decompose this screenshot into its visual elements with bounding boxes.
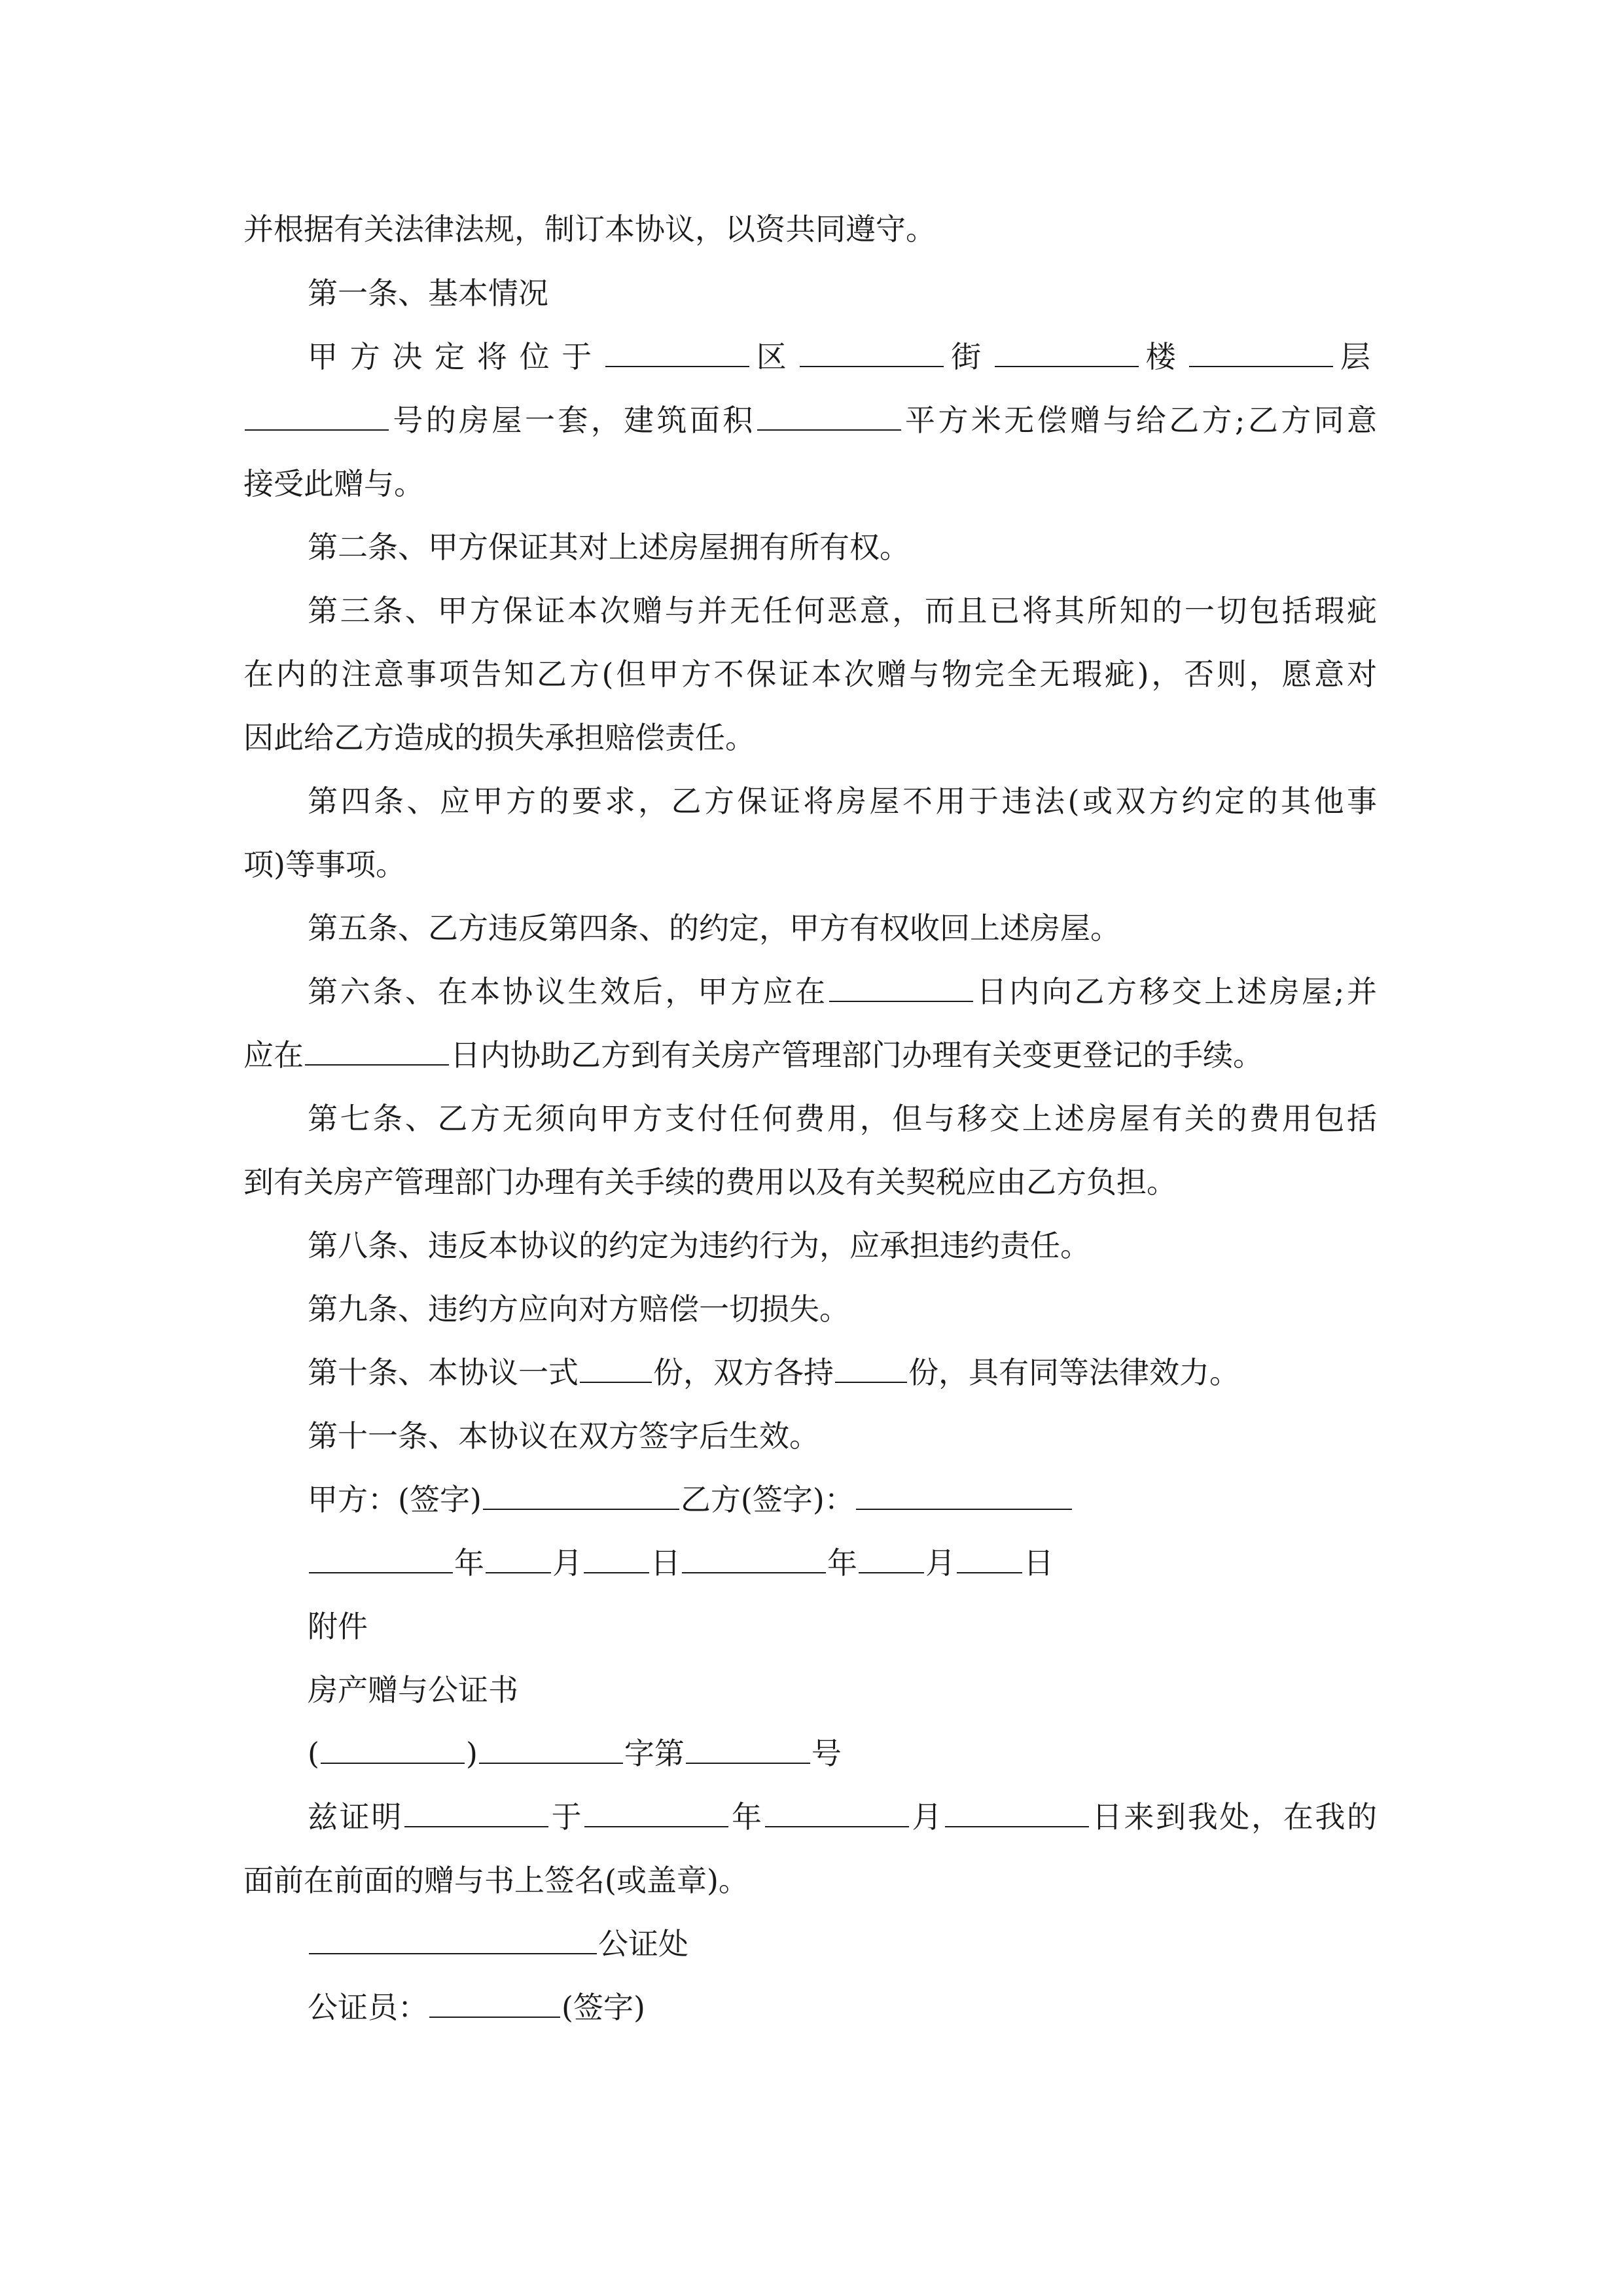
blank-copies-total: [580, 1344, 652, 1383]
blank-notary-office: [309, 1915, 597, 1954]
article1-line1: 甲方决定将位于 区 街 楼 层: [308, 327, 1377, 386]
article11: 第十一条、本协议在双方签字后生效。: [308, 1418, 819, 1454]
blank-street: [800, 328, 944, 367]
blank-cert-name: [404, 1788, 548, 1827]
blank-cert-prefix: [321, 1725, 465, 1764]
blank-building: [995, 328, 1139, 367]
article4-line2: 项)等事项。: [243, 847, 406, 882]
article1-line3: 接受此赠与。: [243, 466, 424, 501]
party-a-label: 甲方：(签字): [308, 1482, 482, 1517]
blank-day-b: [957, 1534, 1022, 1573]
blank-year-a: [309, 1534, 453, 1573]
article5: 第五条、乙方违反第四条、的约定，甲方有权收回上述房屋。: [308, 910, 1120, 946]
blank-copies-each: [835, 1344, 907, 1383]
certificate-line2: 面前在前面的赠与书上签名(或盖章)。: [243, 1863, 749, 1898]
blank-year-b: [682, 1534, 826, 1573]
blank-district: [605, 328, 749, 367]
certificate-number: ( ) 字第 号: [308, 1724, 842, 1783]
article6-line2: 应在 日内协助乙方到有关房产管理部门办理有关变更登记的手续。: [243, 1026, 1263, 1085]
article4-line1: 第四条、应甲方的要求，乙方保证将房屋不用于违法(或双方约定的其他事: [308, 783, 1377, 819]
blank-number: [245, 391, 389, 431]
article7-line1: 第七条、乙方无须向甲方支付任何费用，但与移交上述房屋有关的费用包括: [308, 1101, 1377, 1136]
certificate-line1: 兹证明 于 年 月 日来到我处，在我的: [308, 1787, 1377, 1846]
blank-month-b: [859, 1534, 924, 1573]
article6-line1: 第六条、在本协议生效后，甲方应在 日内向乙方移交上述房屋;并: [308, 962, 1377, 1021]
blank-cert-no: [686, 1725, 810, 1764]
blank-cert-year: [584, 1788, 728, 1827]
intro-tail: 并根据有关法律法规，制订本协议，以资共同遵守。: [243, 211, 936, 247]
article3-line2: 在内的注意事项告知乙方(但甲方不保证本次赠与物完全无瑕疵)，否则，愿意对: [243, 656, 1377, 692]
article9: 第九条、违约方应向对方赔偿一切损失。: [308, 1291, 849, 1327]
appendix-label: 附件: [308, 1609, 368, 1644]
article7-line2: 到有关房产管理部门办理有关手续的费用以及有关契税应由乙方负担。: [243, 1164, 1177, 1200]
blank-registration-days: [305, 1026, 449, 1066]
appendix-title: 房产赠与公证书: [308, 1672, 518, 1708]
notary-line: 公证员： (签字): [308, 1978, 645, 2037]
blank-notary-signature: [429, 1979, 560, 2018]
article8: 第八条、违反本协议的约定为违约行为，应承担违约责任。: [308, 1228, 1090, 1263]
blank-cert-month: [765, 1788, 909, 1827]
party-b-signature-blank: [856, 1471, 1072, 1510]
blank-cert-zi: [479, 1725, 623, 1764]
notary-office-line: 公证处: [308, 1914, 688, 1973]
party-a-signature-blank: [483, 1471, 679, 1510]
signature-line: [308, 1470, 1073, 1529]
article10: 第十条、本协议一式 份，双方各持 份，具有同等法律效力。: [308, 1343, 1240, 1402]
blank-handover-days: [829, 963, 973, 1002]
blank-month-a: [486, 1534, 551, 1573]
blank-area: [757, 391, 901, 431]
article1-heading: 第一条、基本情况: [308, 276, 548, 311]
blank-cert-day: [945, 1788, 1089, 1827]
party-b-label: 乙方(签字)：: [680, 1482, 855, 1517]
blank-day-a: [584, 1534, 649, 1573]
article3-line1: 第三条、甲方保证本次赠与并无任何恶意，而且已将其所知的一切包括瑕疵: [308, 593, 1377, 628]
article2: 第二条、甲方保证其对上述房屋拥有所有权。: [308, 529, 910, 565]
blank-floor: [1189, 328, 1333, 367]
article1-line2: 号的房屋一套，建筑面积 平方米无偿赠与给乙方;乙方同意: [243, 391, 1377, 450]
article3-line3: 因此给乙方造成的损失承担赔偿责任。: [243, 720, 755, 755]
date-line: 年 月 日 年 月 日: [308, 1534, 1054, 1592]
